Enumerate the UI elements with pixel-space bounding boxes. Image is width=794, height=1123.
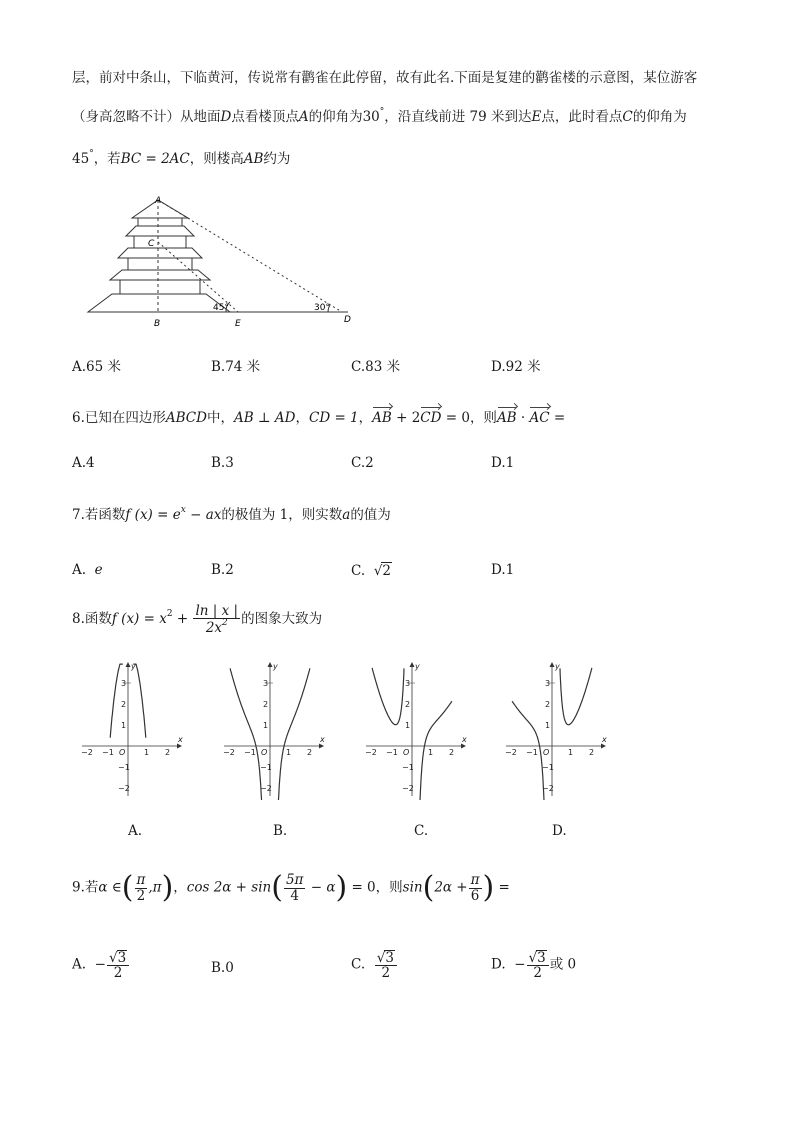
- graph-d-ytick: 2: [545, 700, 551, 709]
- q5-option-b[interactable]: B.74 米: [211, 359, 261, 375]
- q9-option-d[interactable]: D. − $\frac{√3}{2}$ 或 0: [491, 950, 577, 982]
- q6-option-c[interactable]: C.2: [351, 455, 374, 471]
- graph-d-ytick: −2: [542, 784, 554, 793]
- graph-a-right-curve: [133, 664, 146, 738]
- graph-a-ytick: −1: [118, 763, 130, 772]
- q5-option-c[interactable]: C.83 米: [351, 359, 401, 375]
- label-E: E: [235, 319, 241, 329]
- graph-d-y-label: y: [555, 662, 560, 671]
- q8-stem: 8.函数f $(x) = x^2$ + $\frac{\ln | x |}{2x^2}$ 的图象大致为: [72, 603, 323, 637]
- graph-a-x-label: x: [178, 735, 183, 744]
- graph-c-x-label: x: [462, 735, 467, 744]
- graph-a-xtick: 2: [165, 748, 171, 757]
- angle-30: 30°: [314, 303, 330, 313]
- graph-a-xtick: 1: [144, 748, 150, 757]
- graph-b-ytick: 1: [263, 721, 269, 730]
- q6-option-a[interactable]: A.4: [72, 455, 95, 471]
- q7-option-b[interactable]: B.2: [211, 562, 234, 578]
- q7-stem: 7.若函数f $(x) = e^x$ − ax的极值为 1，则实数a的值为: [72, 505, 391, 523]
- graph-d-y-arrow: [550, 662, 555, 667]
- graph-c-x-arrow: [461, 744, 466, 749]
- graph-c-origin: O: [403, 748, 410, 757]
- graph-a-x-arrow: [177, 744, 182, 749]
- graph-d-ytick: −1: [542, 763, 554, 772]
- graph-b-ytick: −2: [260, 784, 272, 793]
- graph-a-xtick: −1: [102, 748, 114, 757]
- label-C: C: [148, 239, 155, 249]
- graph-c-xtick: 1: [428, 748, 434, 757]
- graph-c-ytick: −1: [402, 763, 414, 772]
- label-B: B: [154, 319, 161, 329]
- graph-b-right-curve: [277, 668, 313, 800]
- graph-d-xtick: −1: [526, 748, 538, 757]
- graph-c-ytick: 2: [405, 700, 411, 709]
- graph-a-ytick: −2: [118, 784, 130, 793]
- label-D: D: [344, 315, 351, 325]
- graph-b-left-curve: [230, 668, 263, 800]
- graph-c-y-label: y: [415, 662, 420, 671]
- graph-d-xtick: 1: [568, 748, 574, 757]
- graph-d-x-arrow: [601, 744, 606, 749]
- graph-b-y-label: y: [273, 662, 278, 671]
- graph-a-origin: O: [119, 748, 126, 757]
- label-A: A: [155, 196, 162, 206]
- graph-b-ytick: −1: [260, 763, 272, 772]
- q5-line2: （身高忽略不计）从地面D点看楼顶点A的仰角为30°，沿直线前进 79 米到达E点，此时看点C的仰角为: [72, 107, 687, 125]
- graph-label-c[interactable]: C.: [414, 823, 429, 839]
- q5-option-d[interactable]: D.92 米: [491, 359, 541, 375]
- q7-option-a[interactable]: A. e: [72, 562, 103, 578]
- q5-option-a[interactable]: A.65 米: [72, 359, 122, 375]
- q6-stem: 6.已知在四边形ABCD中，AB ⊥ AD，CD = 1，AB + 2CD = 0，则AB · AC =: [72, 410, 566, 426]
- graph-b-origin: O: [261, 748, 268, 757]
- graph-a-xtick: −2: [81, 748, 93, 757]
- graph-a-ytick: 1: [121, 721, 127, 730]
- graph-c-right-curve: [420, 701, 455, 800]
- graph-b-x-label: x: [320, 735, 325, 744]
- graph-d-right-curve: [560, 668, 592, 725]
- graph-a-ytick: 2: [121, 700, 127, 709]
- graph-d-xtick: 2: [589, 748, 595, 757]
- graph-c-xtick: 2: [449, 748, 455, 757]
- sight-line-CE: [158, 242, 238, 312]
- graph-label-a[interactable]: A.: [128, 823, 143, 839]
- graph-c-xtick: −1: [386, 748, 398, 757]
- tower-figure: [80, 190, 370, 330]
- graph-c-ytick: 1: [405, 721, 411, 730]
- graph-a-y-arrow: [126, 662, 131, 667]
- q9-option-c[interactable]: C. $\frac{√3}{2}$: [351, 950, 398, 980]
- q9-stem: 9.若α ∈( $\frac{\pi}{2}$ ,π)，cos 2α + sin( $\frac{5\pi}{4}$ − α) = 0，则sin(2α + $\frac{\pi}{6}$ ) =: [72, 870, 510, 905]
- angle-45: 45°: [213, 303, 229, 313]
- graph-c-xtick: −2: [365, 748, 377, 757]
- q6-option-d[interactable]: D.1: [491, 455, 515, 471]
- graph-d-origin: O: [543, 748, 550, 757]
- graph-b-ytick: 2: [263, 700, 269, 709]
- q5-line3: 45°，若BC = 2AC，则楼高AB约为: [72, 149, 291, 167]
- graph-d-ytick: 1: [545, 721, 551, 730]
- graph-d-ytick: 3: [545, 679, 551, 688]
- tower-base: [88, 294, 230, 312]
- q9-option-a[interactable]: A. − $\frac{√3}{2}$: [72, 950, 130, 980]
- graph-b-xtick: 2: [307, 748, 313, 757]
- q8-graphs: [78, 660, 618, 800]
- graph-d-x-label: x: [602, 735, 607, 744]
- graph-b-xtick: 1: [286, 748, 292, 757]
- graph-b-ytick: 3: [263, 679, 269, 688]
- graph-a-ytick: 3: [121, 679, 127, 688]
- graph-b-xtick: −1: [244, 748, 256, 757]
- q5-line1: 层，前对中条山，下临黄河，传说常有鹳雀在此停留，故有此名.下面是复建的鹳雀楼的示意图，某位游客: [72, 70, 698, 86]
- q6-option-b[interactable]: B.3: [211, 455, 234, 471]
- q9-option-b[interactable]: B.0: [211, 960, 234, 976]
- q7-option-c[interactable]: C. √2: [351, 563, 391, 579]
- graph-label-b[interactable]: B.: [273, 823, 288, 839]
- graph-d-xtick: −2: [505, 748, 517, 757]
- graph-b-xtick: −2: [223, 748, 235, 757]
- graph-a-y-label: y: [131, 662, 136, 671]
- graph-c-y-arrow: [410, 662, 415, 667]
- graph-c-ytick: −2: [402, 784, 414, 793]
- q7-option-d[interactable]: D.1: [491, 562, 515, 578]
- graph-c-ytick: 3: [405, 679, 411, 688]
- graph-c-left-curve: [372, 668, 404, 725]
- graph-b-y-arrow: [268, 662, 273, 667]
- graph-label-d[interactable]: D.: [552, 823, 567, 839]
- graph-b-x-arrow: [319, 744, 324, 749]
